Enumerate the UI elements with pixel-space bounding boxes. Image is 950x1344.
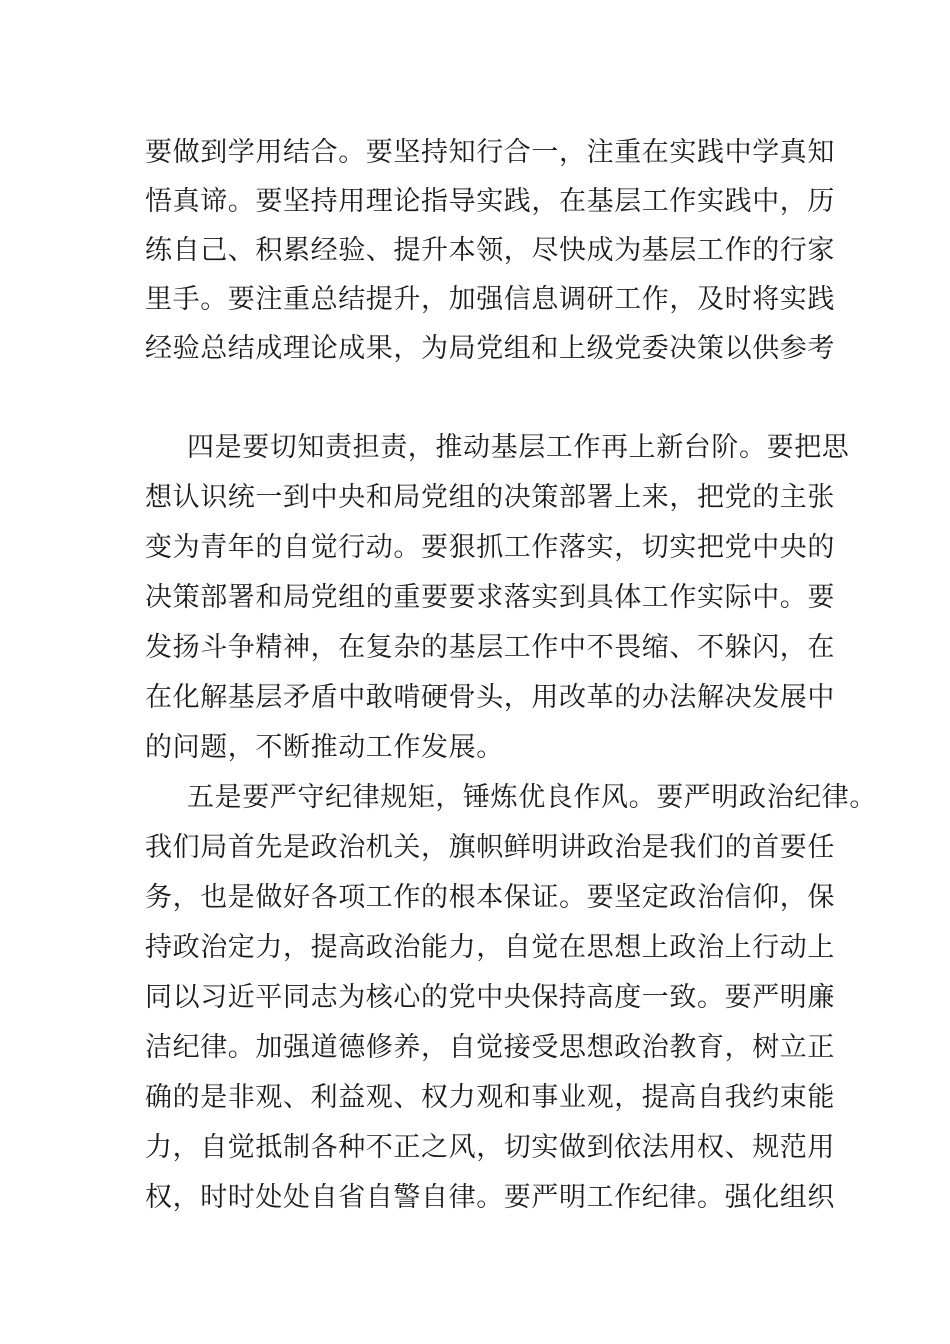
text-line: 我们局首先是政治机关，旗帜鲜明讲政治是我们的首要任 [145,832,835,863]
text-line: 洁纪律。加强道德修养，自觉接受思想政治教育，树立正 [145,1032,835,1063]
text-line: 经验总结成理论成果，为局党组和上级党委决策以供参考 [145,333,835,364]
text-line: 务，也是做好各项工作的根本保证。要坚定政治信仰，保 [145,882,835,913]
text-line: 要做到学用结合。要坚持知行合一，注重在实践中学真知 [145,137,835,168]
text-line: 悟真谛。要坚持用理论指导实践，在基层工作实践中，历 [145,186,835,217]
text-line: 同以习近平同志为核心的党中央保持高度一致。要严明廉 [145,982,835,1013]
text-line: 确的是非观、利益观、权力观和事业观，提高自我约束能 [145,1082,835,1113]
text-line: 在化解基层矛盾中敢啃硬骨头，用改革的办法解决发展中 [145,682,835,713]
text-line: 想认识统一到中央和局党组的决策部署上来，把党的主张 [145,482,835,513]
text-line: 四是要切知责担责，推动基层工作再上新台阶。要把思 [187,432,850,463]
text-line: 权，时时处处自省自警自律。要严明工作纪律。强化组织 [145,1182,835,1213]
text-line: 练自己、积累经验、提升本领，尽快成为基层工作的行家 [145,235,835,266]
text-line: 发扬斗争精神，在复杂的基层工作中不畏缩、不躲闪，在 [145,632,835,663]
text-line: 持政治定力，提高政治能力，自觉在思想上政治上行动上 [145,932,835,963]
text-line: 五是要严守纪律规矩，锤炼优良作风。要严明政治纪律。 [187,782,877,813]
text-line: 决策部署和局党组的重要要求落实到具体工作实际中。要 [145,582,835,613]
text-line: 变为青年的自觉行动。要狠抓工作落实，切实把党中央的 [145,532,835,563]
text-line: 的问题，不断推动工作发展。 [145,732,504,763]
text-line: 力，自觉抵制各种不正之风，切实做到依法用权、规范用 [145,1132,835,1163]
text-line: 里手。要注重总结提升，加强信息调研工作，及时将实践 [145,284,835,315]
